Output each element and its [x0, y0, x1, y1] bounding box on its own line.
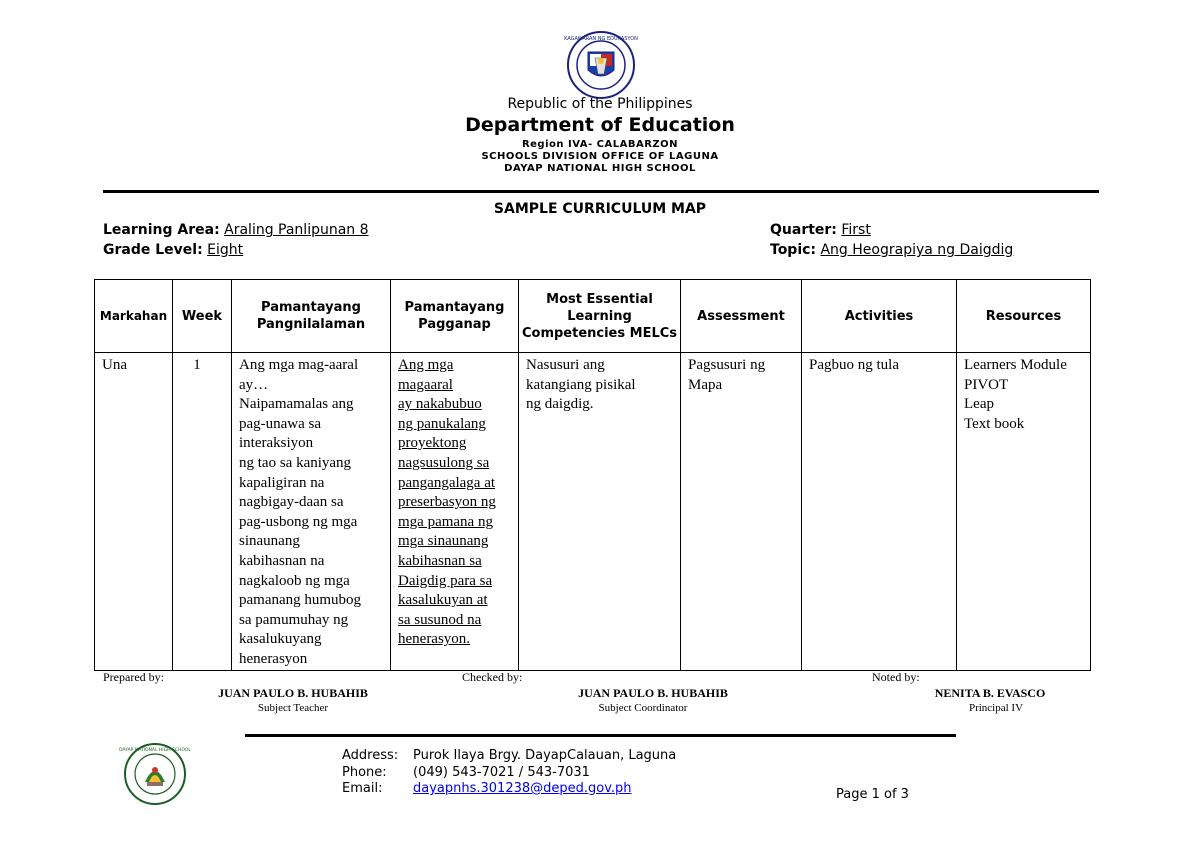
checked-role: Subject Coordinator	[598, 702, 688, 714]
cell-week: 1	[173, 353, 232, 671]
quarter: Quarter: First	[770, 222, 871, 238]
header-markahan: Markahan	[95, 280, 173, 353]
document-title: SAMPLE CURRICULUM MAP	[493, 201, 707, 217]
phone-label: Phone:	[342, 765, 387, 780]
division-line: SCHOOLS DIVISION OFFICE OF LAGUNA	[481, 151, 719, 162]
header-activities: Activities	[802, 280, 957, 353]
table-row	[95, 353, 1091, 671]
curriculum-map-table	[94, 279, 1091, 671]
header-divider	[103, 190, 1099, 193]
noted-label: Noted by:	[872, 670, 920, 684]
republic-line: Republic of the Philippines	[507, 96, 693, 112]
page-number: Page 1 of 3	[836, 787, 909, 802]
table-header-row	[95, 280, 1091, 353]
noted-role: Principal IV	[968, 702, 1024, 714]
topic: Topic: Ang Heograpiya ng Daigdig	[770, 242, 1014, 258]
header-week: Week	[173, 280, 232, 353]
dayap-school-seal-icon	[119, 742, 191, 806]
cell-pagganap: Ang mga magaaral ay nakabubuo ng panukalang proyektong nagsusulong sa pangangalaga at preserbasyon ng mga pamana ng mga sinaunang kabihasnan sa Daigdig para sa kasalukuyan at sa susunod na henerasyon.	[391, 353, 519, 671]
grade-level: Grade Level: Eight	[103, 242, 244, 258]
cell-activities: Pagbuo ng tula	[802, 353, 957, 671]
address-label: Address:	[342, 748, 399, 763]
cell-melcs: Nasusuri ang katangiang pisikal ng daigdig.	[519, 353, 681, 671]
department-name: Department of Education	[465, 114, 735, 136]
prepared-role: Subject Teacher	[257, 702, 329, 714]
phone-value: (049) 543-7021 / 543-7031	[413, 765, 590, 780]
svg-text:KAGAWARAN NG EDUKASYON: KAGAWARAN NG EDUKASYON	[564, 36, 638, 42]
cell-assessment: Pagsusuri ng Mapa	[681, 353, 802, 671]
prepared-label: Prepared by:	[103, 670, 164, 684]
header-pangnilalaman: Pamantayang Pangnilalaman	[232, 280, 391, 353]
header-pagganap: Pamantayang Pagganap	[391, 280, 519, 353]
header-assessment: Assessment	[681, 280, 802, 353]
learning-area: Learning Area: Araling Panlipunan 8	[103, 222, 369, 238]
cell-resources: Learners Module PIVOT Leap Text book	[957, 353, 1091, 671]
header-resources: Resources	[957, 280, 1091, 353]
svg-text:DAYAP NATIONAL HIGH SCHOOL: DAYAP NATIONAL HIGH SCHOOL	[119, 748, 191, 753]
header-melcs: Most Essential Learning Competencies MELCs	[519, 280, 681, 353]
checked-label: Checked by:	[462, 670, 523, 684]
noted-name: NENITA B. EVASCO	[934, 686, 1046, 700]
cell-pangnilalaman: Ang mga mag-aaral ay… Naipamamalas ang pag-unawa sa interaksiyon ng tao sa kaniyang kapaligiran na nagbigay-daan sa pag-usbong ng mga sinaunang kabihasnan na nagkaloob ng mga pamanang humubog sa pamumuhay ng kasalukuyang henerasyon	[232, 353, 391, 671]
prepared-name: JUAN PAULO B. HUBAHIB	[218, 686, 368, 700]
email-label: Email:	[342, 781, 383, 796]
cell-markahan: Una	[95, 353, 173, 671]
region-line: Region IVA- CALABARZON	[521, 139, 679, 150]
school-line: DAYAP NATIONAL HIGH SCHOOL	[504, 163, 696, 174]
checked-name: JUAN PAULO B. HUBAHIB	[578, 686, 728, 700]
deped-seal-icon	[566, 30, 636, 100]
footer-divider	[245, 734, 956, 737]
email-link[interactable]: dayapnhs.301238@deped.gov.ph	[413, 781, 632, 796]
address-value: Purok Ilaya Brgy. DayapCalauan, Laguna	[413, 748, 677, 763]
